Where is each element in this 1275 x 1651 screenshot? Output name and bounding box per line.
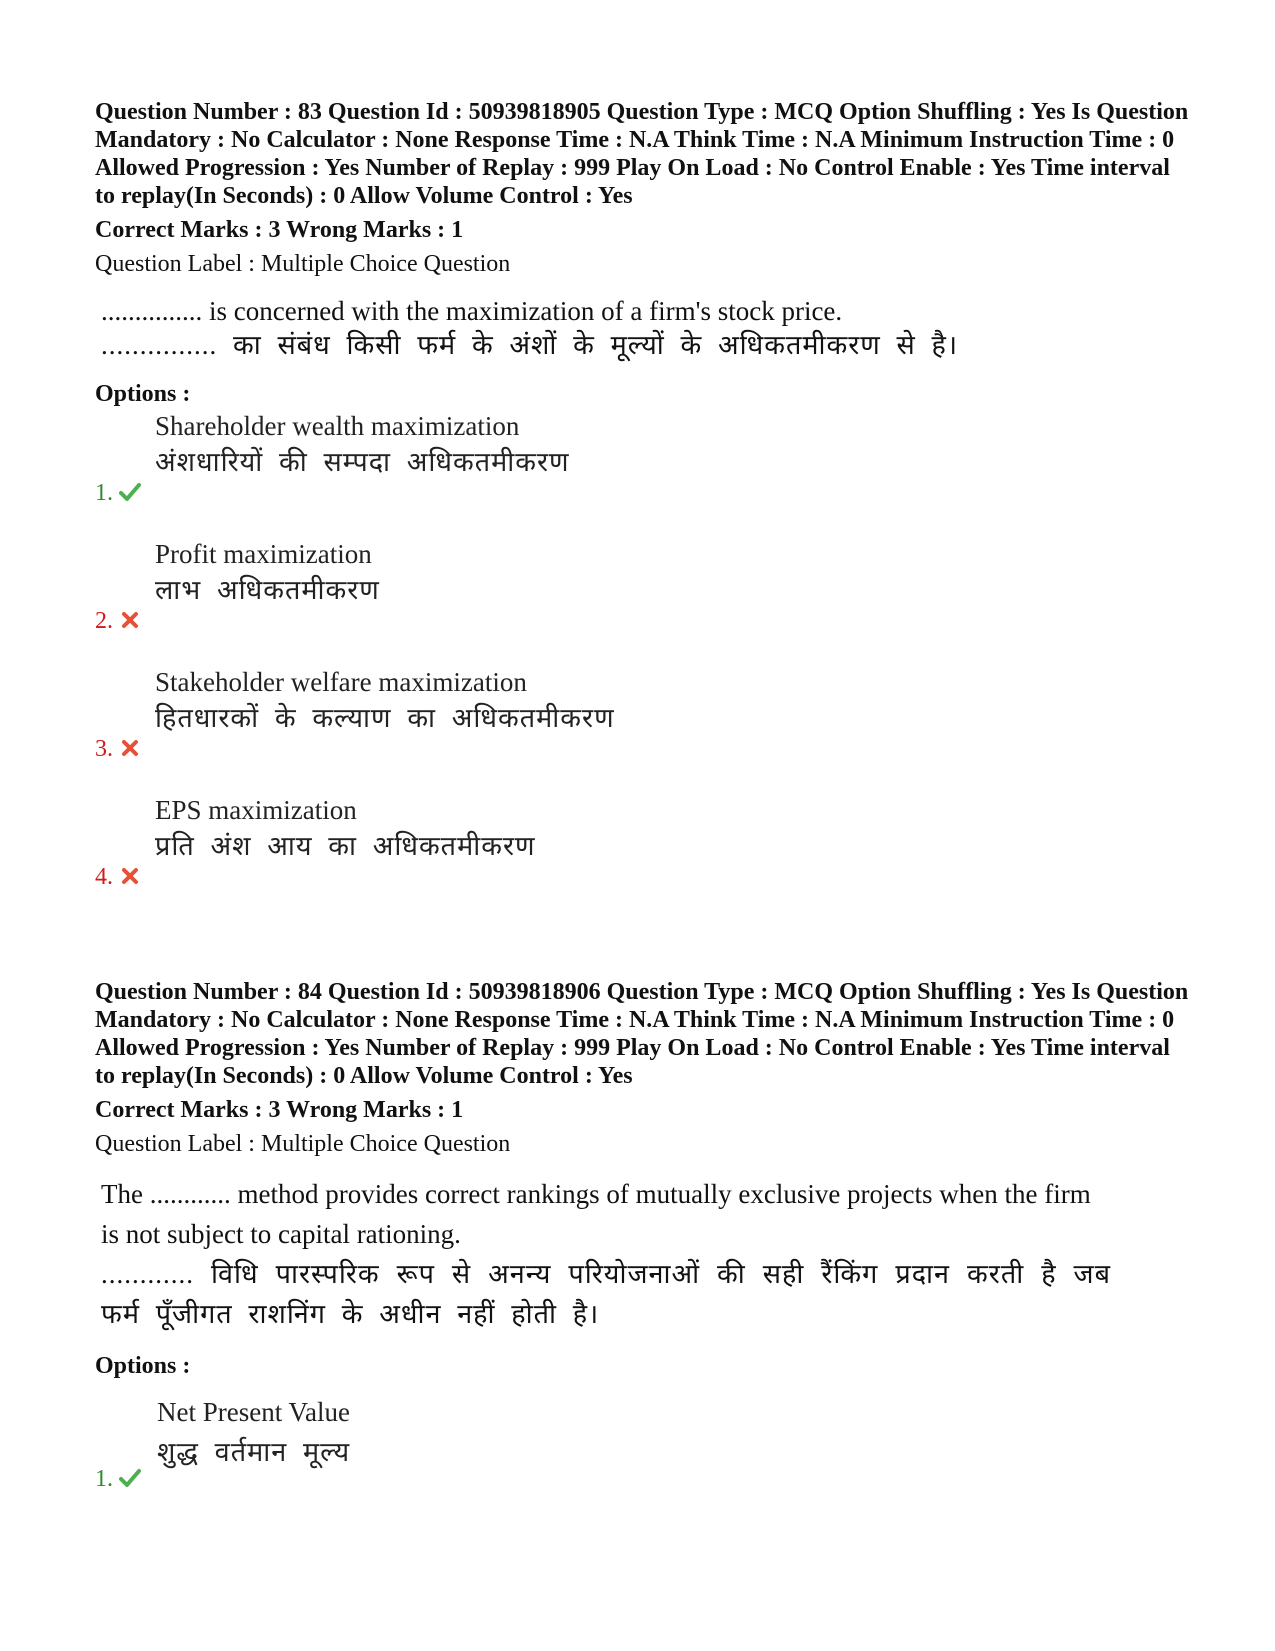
question-marks: Correct Marks : 3 Wrong Marks : 1 xyxy=(95,1097,464,1123)
option-number: 2. xyxy=(95,608,113,634)
option-number: 1. xyxy=(95,480,113,506)
option-text-hindi: अंशधारियों की सम्पदा अधिकतमीकरण xyxy=(155,447,570,477)
question-label: Question Label : Multiple Choice Question xyxy=(95,251,511,277)
option-text xyxy=(155,536,380,608)
options-heading: Options : xyxy=(95,1353,191,1379)
check-icon xyxy=(119,1468,141,1488)
option-text-hindi: शुद्ध वर्तमान मूल्य xyxy=(157,1437,351,1467)
question-marks: Correct Marks : 3 Wrong Marks : 1 xyxy=(95,217,464,243)
cross-icon xyxy=(119,866,141,886)
option-item xyxy=(95,408,1195,536)
question-stem-english: ............... is concerned with the maximization of a firm's stock price. xyxy=(101,296,843,326)
question-stem xyxy=(95,294,1195,362)
option-text-english: Shareholder wealth maximization xyxy=(155,411,520,441)
option-text xyxy=(155,792,536,864)
option-item xyxy=(95,536,1195,664)
check-icon xyxy=(119,482,141,502)
option-item xyxy=(95,792,1195,920)
question-meta: Question Number : 84 Question Id : 50939818906 Question Type : MCQ Option Shuffling : Yes Is Question Mandatory : No Calculator : None Response Time : N.A Think Time : N.A Minimum Instruction Time : 0 Allowed Progression : Yes Number of Replay : 999 Play On Load : No Control Enable : Yes Time interval to replay(In Seconds) : 0 Allow Volume Control : Yes xyxy=(95,979,1189,1089)
option-item xyxy=(95,664,1195,792)
option-number: 4. xyxy=(95,864,113,890)
option-text xyxy=(157,1394,350,1470)
option-text-english: Stakeholder welfare maximization xyxy=(155,667,527,697)
question-stem-hindi: ............ विधि पारस्परिक रूप से अनन्य परियोजनाओं की सही रैंकिंग प्रदान करती है जब फर्म पूँजीगत राशनिंग के अधीन नहीं होती है। xyxy=(101,1259,1111,1329)
question-stem-hindi: ............... का संबंध किसी फर्म के अंशों के मूल्यों के अधिकतमीकरण से है। xyxy=(101,330,959,360)
option-text-english: Profit maximization xyxy=(155,539,372,569)
question-stem xyxy=(95,1174,1111,1334)
option-text-hindi: हितधारकों के कल्याण का अधिकतमीकरण xyxy=(155,703,615,733)
option-item xyxy=(95,1394,1195,1522)
options-heading: Options : xyxy=(95,381,191,407)
cross-icon xyxy=(119,738,141,758)
option-number: 1. xyxy=(95,1466,113,1492)
question-block xyxy=(95,978,1195,1522)
option-text-english: Net Present Value xyxy=(157,1397,350,1427)
question-meta: Question Number : 83 Question Id : 50939818905 Question Type : MCQ Option Shuffling : Yes Is Question Mandatory : No Calculator : None Response Time : N.A Think Time : N.A Minimum Instruction Time : 0 Allowed Progression : Yes Number of Replay : 999 Play On Load : No Control Enable : Yes Time interval to replay(In Seconds) : 0 Allow Volume Control : Yes xyxy=(95,99,1189,209)
option-text xyxy=(155,408,570,480)
cross-icon xyxy=(119,610,141,630)
question-label: Question Label : Multiple Choice Question xyxy=(95,1131,511,1157)
option-text xyxy=(155,664,615,736)
option-number: 3. xyxy=(95,736,113,762)
option-text-english: EPS maximization xyxy=(155,795,357,825)
question-stem-english: The ............ method provides correct rankings of mutually exclusive projects when the firm is not subject to capital rationing. xyxy=(101,1179,1091,1249)
option-text-hindi: लाभ अधिकतमीकरण xyxy=(155,575,380,605)
option-text-hindi: प्रति अंश आय का अधिकतमीकरण xyxy=(155,831,536,861)
question-block xyxy=(95,98,1195,920)
